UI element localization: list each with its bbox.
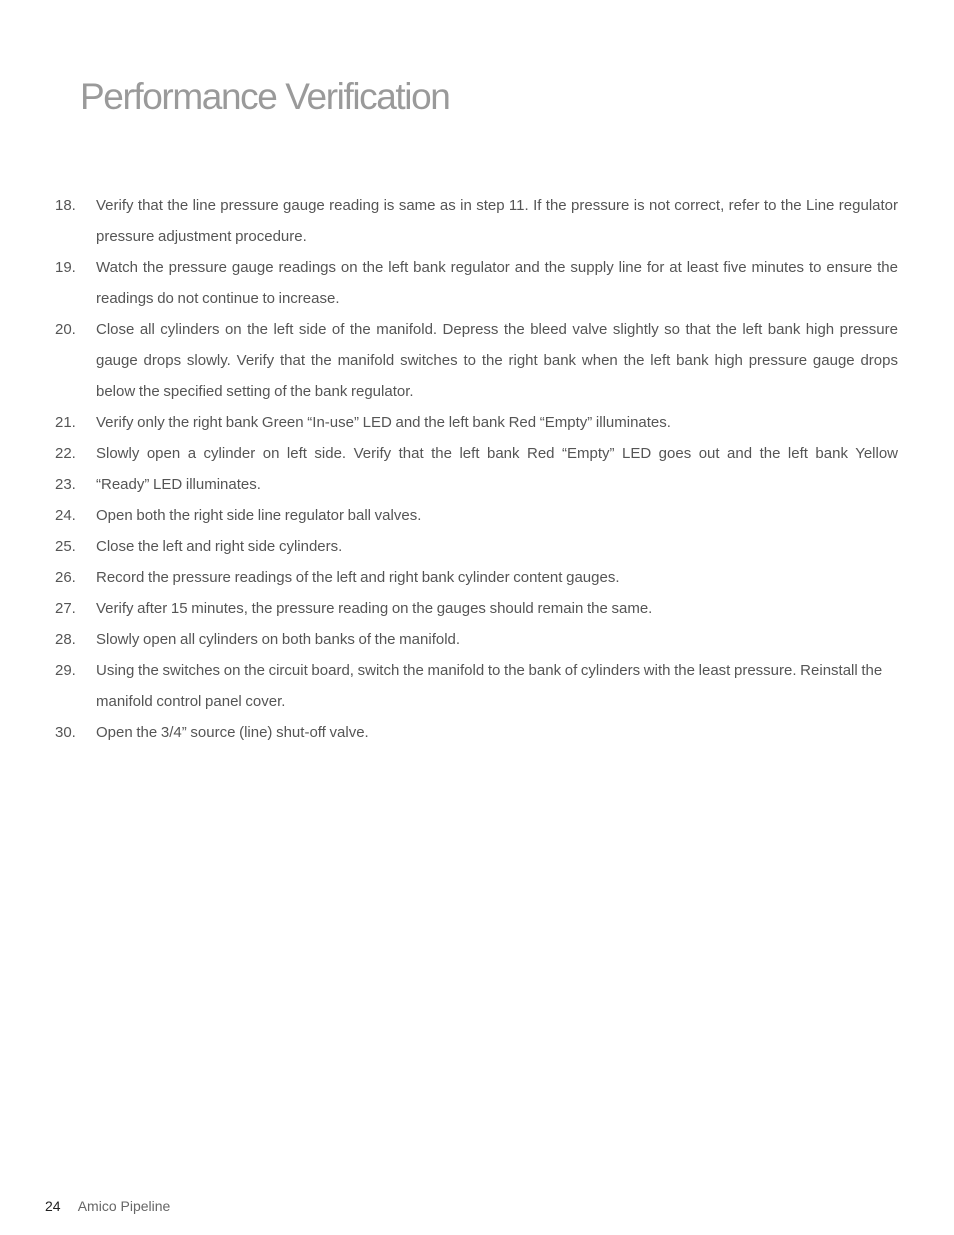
step-text: Record the pressure readings of the left and right bank cylinder content gauges. (96, 569, 620, 586)
page-number: 24 (45, 1198, 61, 1214)
procedure-steps (55, 190, 898, 748)
step-text: Open the 3/4” source (line) shut-off valve. (96, 724, 369, 741)
page-title: Performance Verification (80, 76, 450, 117)
step-20 (55, 314, 898, 407)
step-number: 24. (55, 507, 76, 524)
footer-title: Amico Pipeline (77, 1198, 171, 1214)
step-number: 21. (55, 414, 76, 431)
step-27 (55, 593, 898, 624)
step-number: 27. (55, 600, 76, 617)
step-number: 26. (55, 569, 76, 586)
step-number: 20. (55, 321, 76, 338)
step-text: Verify that the line pressure gauge reading is same as in step 11. If the pressure is not correct, refer to the Line regulator pressure adjustment procedure. (96, 197, 898, 245)
step-29 (55, 655, 898, 717)
step-text: Verify after 15 minutes, the pressure reading on the gauges should remain the same. (96, 600, 653, 617)
step-28 (55, 624, 898, 655)
step-text: Verify only the right bank Green “In-use” LED and the left bank Red “Empty” illuminates. (96, 414, 671, 431)
step-text: Close all cylinders on the left side of the manifold. Depress the bleed valve slightly so that the left bank high pressure gauge drops slowly. Verify that the manifold switches to the right bank when the left bank high pressure gauge drops below the specified setting of the bank regulator. (96, 321, 898, 400)
step-number: 29. (55, 662, 76, 679)
step-19 (55, 252, 898, 314)
step-number: 19. (55, 259, 76, 276)
step-text: “Ready” LED illuminates. (96, 476, 261, 493)
step-30 (55, 717, 898, 748)
step-24 (55, 500, 898, 531)
page-footer (45, 1196, 170, 1216)
step-text: Watch the pressure gauge readings on the left bank regulator and the supply line for at least five minutes to ensure the readings do not continue to increase. (96, 259, 898, 307)
step-number: 22. (55, 445, 76, 462)
step-21 (55, 407, 898, 438)
step-text: Slowly open all cylinders on both banks of the manifold. (96, 631, 461, 648)
step-number: 28. (55, 631, 76, 648)
step-text: Using the switches on the circuit board, switch the manifold to the bank of cylinders with the least pressure. Reinstall the manifold control panel cover. (96, 662, 883, 710)
step-number: 30. (55, 724, 76, 741)
step-number: 18. (55, 197, 76, 214)
step-text: Open both the right side line regulator ball valves. (96, 507, 422, 524)
step-23 (55, 469, 898, 500)
step-25 (55, 531, 898, 562)
step-18 (55, 190, 898, 252)
step-22 (55, 438, 898, 469)
step-number: 23. (55, 476, 76, 493)
step-text: Slowly open a cylinder on left side. Verify that the left bank Red “Empty” LED goes out and the left bank Yellow (96, 445, 898, 462)
step-26 (55, 562, 898, 593)
step-number: 25. (55, 538, 76, 555)
step-text: Close the left and right side cylinders. (96, 538, 343, 555)
